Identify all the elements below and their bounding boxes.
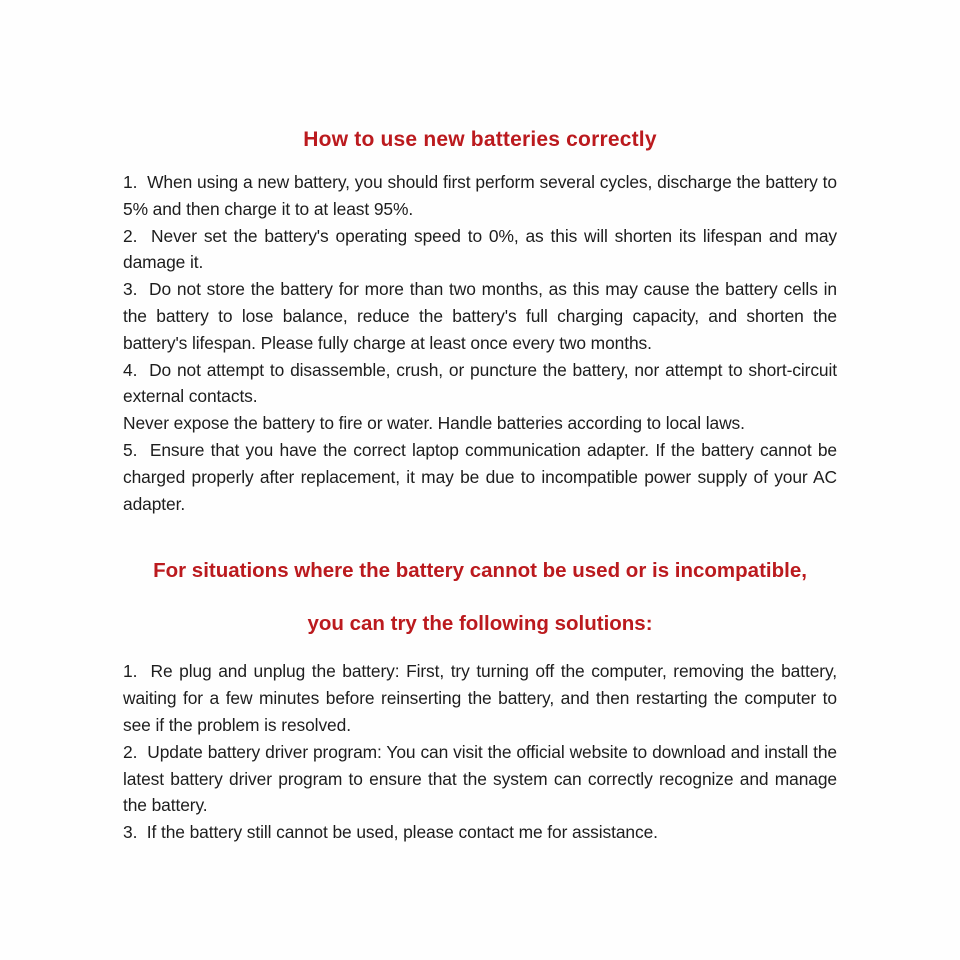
solution-step-2: 2. Update battery driver program: You can visit the official website to download and install the latest battery driver program to ensure that the system can correctly recognize and manage the battery.	[123, 741, 837, 816]
troubleshooting-section-title-line2: you can try the following solutions:	[307, 612, 653, 636]
usage-instruction-1: 1. When using a new battery, you should first perform several cycles, discharge the battery to 5% and then charge it to at least 95%.	[123, 172, 837, 219]
document-content	[123, 0, 837, 846]
usage-instruction-4: 4. Do not attempt to disassemble, crush, or puncture the battery, nor attempt to short-circuit external contacts.	[123, 359, 837, 407]
usage-section-title: How to use new batteries correctly	[303, 128, 657, 151]
usage-instructions-list	[123, 169, 837, 517]
solution-step-1: 1. Re plug and unplug the battery: First, try turning off the computer, removing the battery, waiting for a few minutes before reinserting the battery, and then restarting the computer to see if the problem is resolved.	[123, 661, 837, 735]
usage-instruction-5: 5. Ensure that you have the correct laptop communication adapter. If the battery cannot be charged properly after replacement, it may be due to incompatible power supply of your AC adapter.	[123, 439, 837, 514]
troubleshooting-section-title-line1: For situations where the battery cannot be used or is incompatible,	[153, 559, 807, 583]
usage-instruction-note: Never expose the battery to fire or water. Handle batteries according to local laws.	[123, 413, 745, 434]
solution-step-3: 3. If the battery still cannot be used, please contact me for assistance.	[123, 822, 658, 843]
usage-instruction-3: 3. Do not store the battery for more than two months, as this may cause the battery cells in the battery to lose balance, reduce the battery's full charging capacity, and shorten the battery's lifespan. Please fully charge at least once every two months.	[123, 279, 837, 353]
troubleshooting-steps-list	[123, 658, 837, 846]
usage-instruction-2: 2. Never set the battery's operating speed to 0%, as this will shorten its lifespan and may damage it.	[123, 225, 837, 273]
